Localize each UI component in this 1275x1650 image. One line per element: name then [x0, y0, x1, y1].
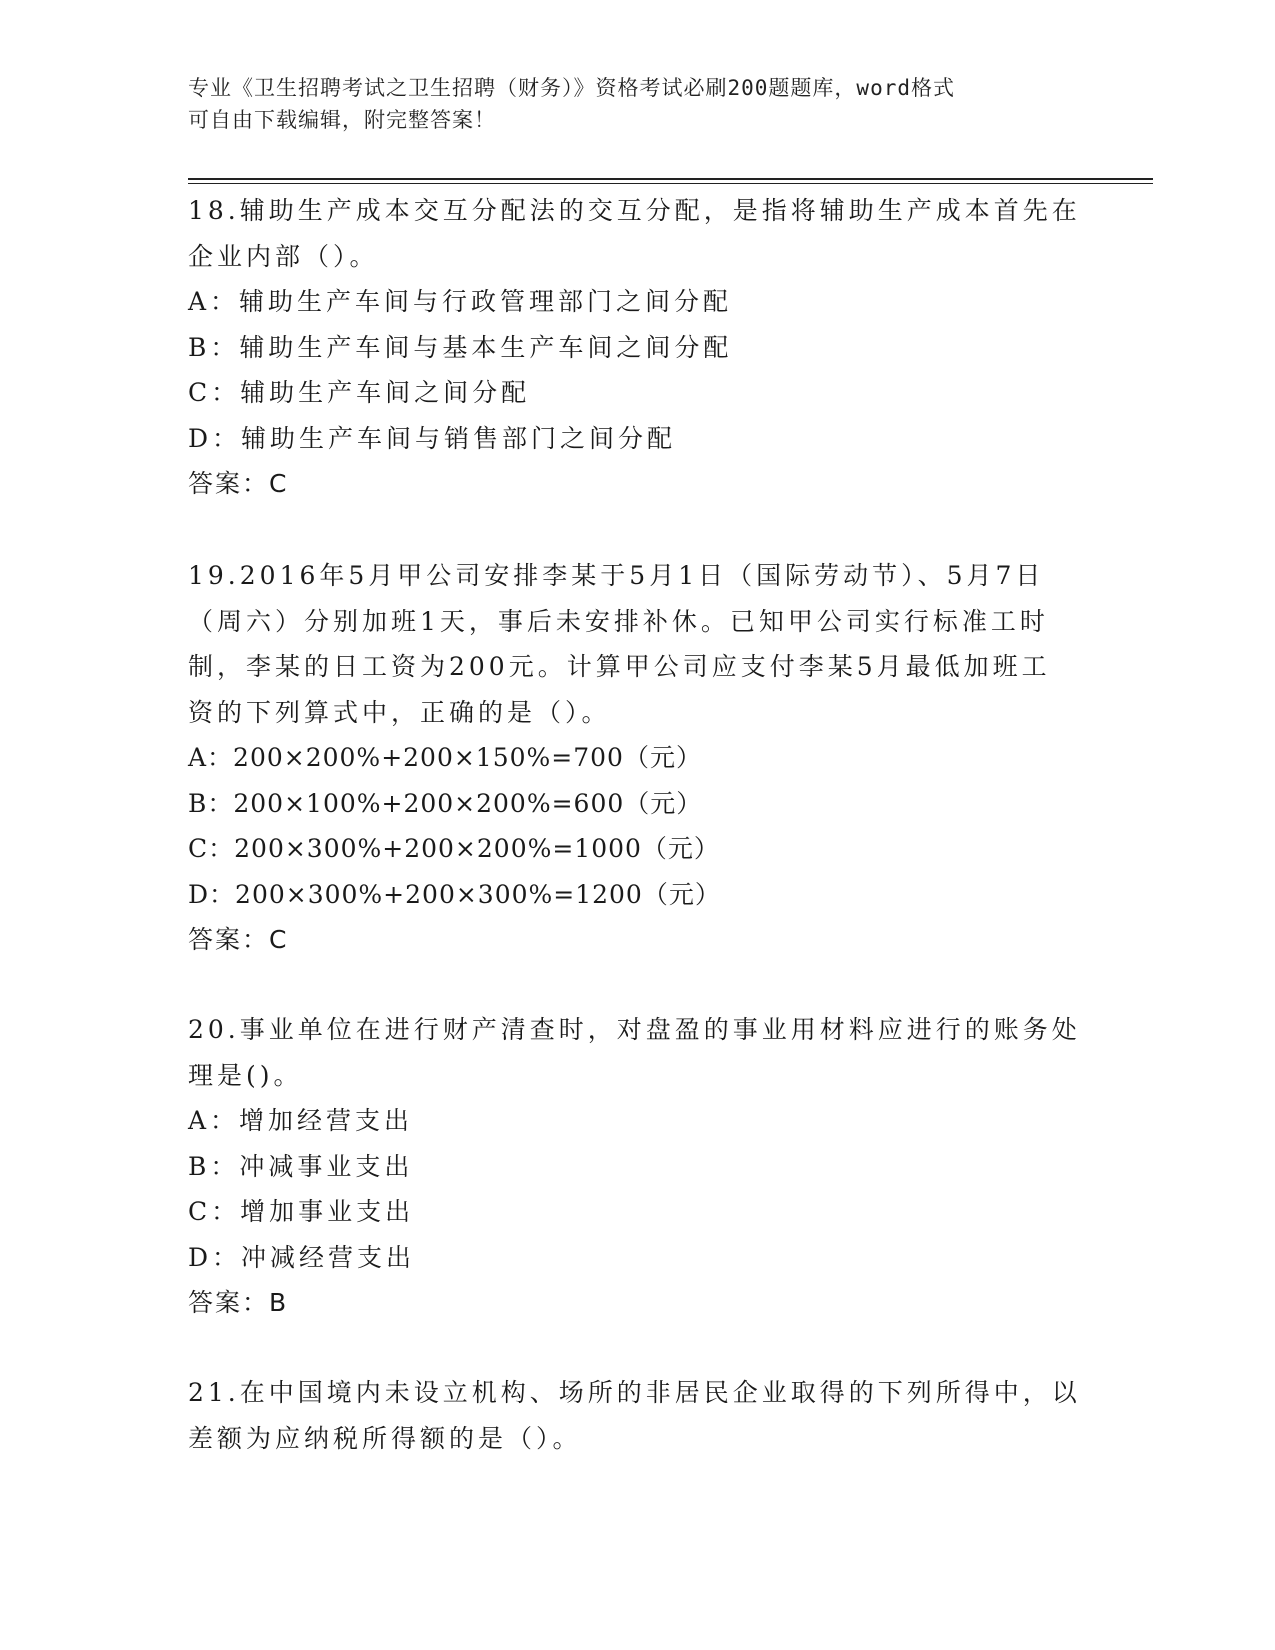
answer: 答案：B: [188, 1288, 289, 1317]
question-stem-line: 20.事业单位在进行财产清查时，对盘盈的事业用材料应进行的账务处: [188, 1015, 1081, 1044]
header-line-1: 专业《卫生招聘考试之卫生招聘（财务）》资格考试必刷200题题库，word格式: [188, 76, 955, 100]
question-21: [188, 1370, 1088, 1461]
question-stem-line: 21.在中国境内未设立机构、场所的非居民企业取得的下列所得中，以: [188, 1378, 1081, 1407]
option-b: B：冲减事业支出: [188, 1151, 414, 1181]
document-header: [188, 72, 1068, 136]
question-stem-line: 差额为应纳税所得额的是（）。: [188, 1423, 582, 1453]
option-c: C：200×300%+200×200%=1000（元）: [188, 834, 720, 863]
option-d: D：冲减经营支出: [188, 1242, 416, 1272]
question-18: [188, 188, 1088, 507]
option-d: D：200×300%+200×300%=1200（元）: [188, 879, 721, 909]
option-a: A：200×200%+200×150%=700（元）: [188, 743, 702, 772]
option-b: B：辅助生产车间与基本生产车间之间分配: [188, 332, 733, 362]
question-19: [188, 553, 1088, 963]
header-divider-thin: [188, 183, 1153, 184]
option-a: A：增加经营支出: [188, 1106, 414, 1135]
option-c: C：增加事业支出: [188, 1197, 415, 1226]
option-b: B：200×100%+200×200%=600（元）: [188, 788, 703, 818]
question-stem-line: 资的下列算式中，正确的是（）。: [188, 697, 611, 727]
question-stem-line: 理是()。: [188, 1060, 303, 1090]
question-stem-line: （周六）分别加班1天，事后未安排补休。已知甲公司实行标准工时: [188, 606, 1049, 636]
header-divider-thick: [188, 178, 1153, 180]
question-stem-line: 19.2016年5月甲公司安排李某于5月1日（国际劳动节）、5月7日: [188, 561, 1045, 590]
option-d: D：辅助生产车间与销售部门之间分配: [188, 423, 677, 453]
question-stem-line: 18.辅助生产成本交互分配法的交互分配，是指将辅助生产成本首先在: [188, 196, 1081, 225]
question-20: [188, 1007, 1088, 1326]
header-line-2: 可自由下载编辑，附完整答案！: [188, 108, 496, 132]
question-stem-line: 企业内部（）。: [188, 241, 379, 271]
answer: 答案：C: [188, 925, 289, 954]
option-a: A：辅助生产车间与行政管理部门之间分配: [188, 287, 733, 316]
option-c: C：辅助生产车间之间分配: [188, 378, 531, 407]
question-stem-line: 制，李某的日工资为200元。计算甲公司应支付李某5月最低加班工: [188, 652, 1051, 681]
answer: 答案：C: [188, 469, 289, 498]
